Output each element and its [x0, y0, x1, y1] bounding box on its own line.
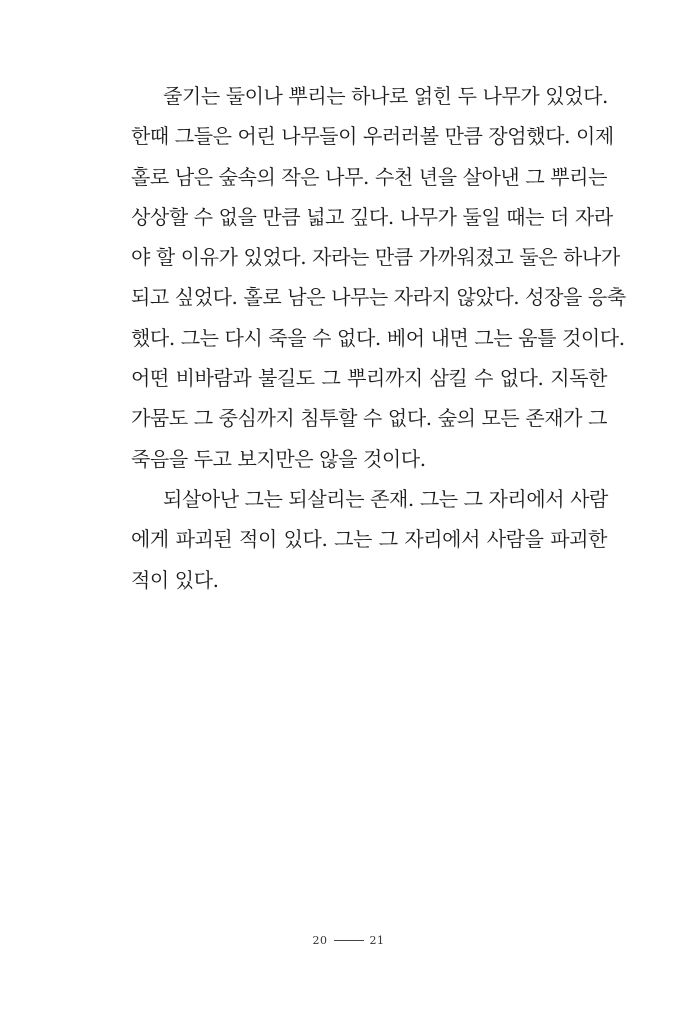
- text-line: 죽음을 두고 보지만은 않을 것이다.: [131, 447, 426, 471]
- text-line: 어떤 비바람과 불길도 그 뿌리까지 삼킬 수 없다. 지독한: [131, 366, 607, 390]
- page-numbers: [0, 934, 697, 948]
- page-number-left: 20: [312, 934, 328, 947]
- text-line: 한때 그들은 어린 나무들이 우러러볼 만큼 장엄했다. 이제: [131, 124, 614, 148]
- text-line: 에게 파괴된 적이 있다. 그는 그 자리에서 사람을 파괴한: [131, 527, 607, 551]
- text-line: 되살아난 그는 되살리는 존재. 그는 그 자리에서 사람: [163, 487, 608, 511]
- text-line: 야 할 이유가 있었다. 자라는 만큼 가까워졌고 둘은 하나가: [131, 245, 620, 269]
- page-number-divider: [334, 940, 364, 941]
- text-line: 홀로 남은 숲속의 작은 나무. 수천 년을 살아낸 그 뿌리는: [131, 165, 607, 189]
- text-line: 했다. 그는 다시 죽을 수 없다. 베어 내면 그는 움틀 것이다.: [131, 326, 625, 350]
- text-line: 가뭄도 그 중심까지 침투할 수 없다. 숲의 모든 존재가 그: [131, 406, 607, 430]
- text-line: 상상할 수 없을 만큼 넓고 깊다. 나무가 둘일 때는 더 자라: [131, 205, 613, 229]
- text-line: 되고 싶었다. 홀로 남은 나무는 자라지 않았다. 성장을 응축: [131, 285, 626, 309]
- page-number-right: 21: [369, 934, 385, 947]
- text-line: 줄기는 둘이나 뿌리는 하나로 얽힌 두 나무가 있었다.: [163, 84, 608, 108]
- text-line: 적이 있다.: [131, 568, 219, 592]
